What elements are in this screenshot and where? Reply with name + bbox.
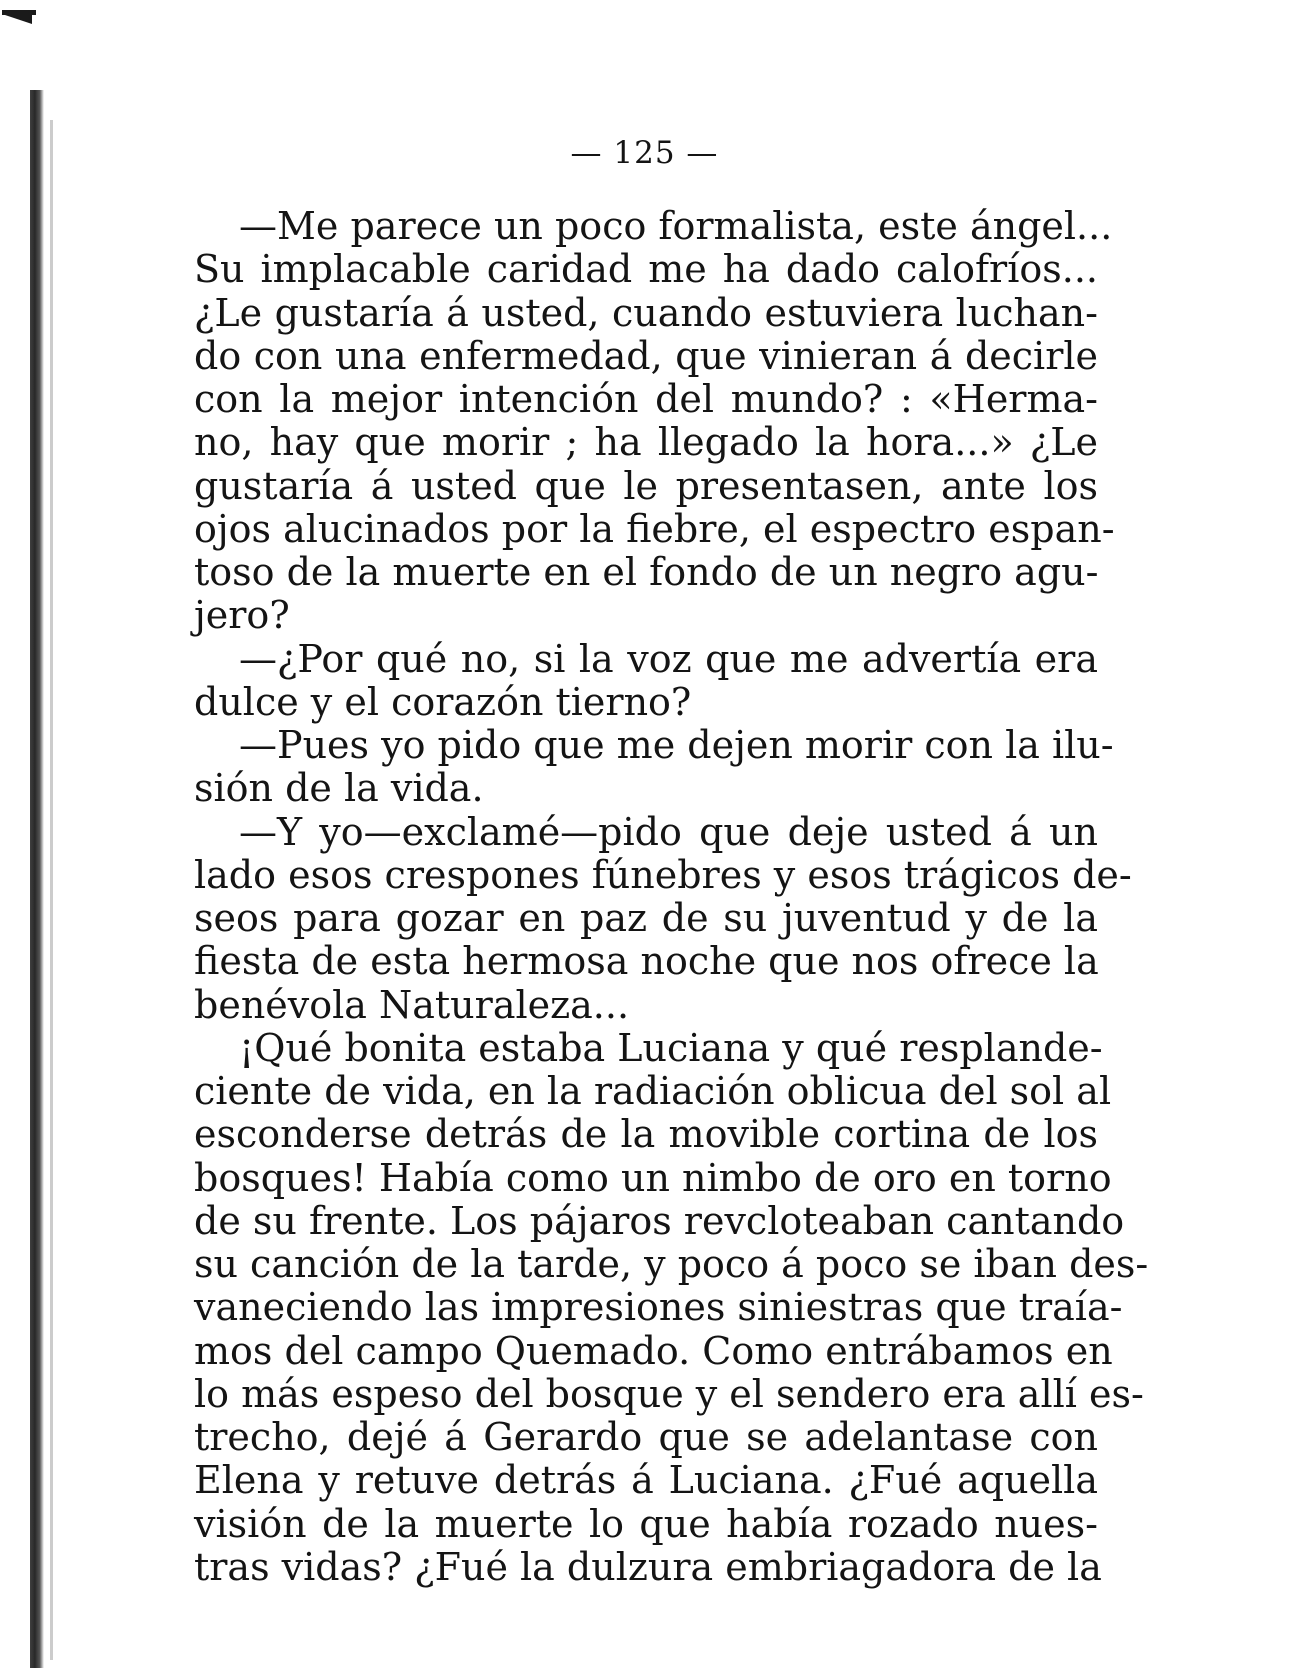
text-line: gustaría á usted que le presentasen, ante los	[194, 463, 1098, 508]
text-line: ojos alucinados por la fiebre, el espectro espan-	[194, 506, 1115, 551]
text-line: ciente de vida, en la radiación oblicua del sol al	[194, 1069, 1112, 1113]
text-line: ¡Qué bonita estaba Luciana y qué resplande-	[239, 1025, 1103, 1070]
text-line: jero?	[194, 593, 290, 638]
text-line: fiesta de esta hermosa noche que nos ofrece la	[194, 939, 1099, 984]
text-line: de su frente. Los pájaros revcloteaban cantando	[194, 1198, 1125, 1243]
text-line: seos para gozar en paz de su juventud y de la	[194, 896, 1098, 940]
text-line: —Me parece un poco formalista, este ángel...	[239, 204, 1113, 248]
text-line: benévola Naturaleza...	[194, 982, 630, 1027]
text-line: Su implacable caridad me ha dado calofríos...	[194, 247, 1098, 292]
text-line: lado esos crespones fúnebres y esos trágicos de-	[194, 852, 1132, 897]
text-line: lo más espeso del bosque y el sendero era allí es-	[194, 1371, 1144, 1416]
text-line: —¿Por qué no, si la voz que me advertía era	[239, 636, 1098, 681]
text-line: tras vidas? ¿Fué la dulzura embriagadora de la	[194, 1544, 1102, 1589]
text-line: —Y yo—exclamé—pido que deje usted á un	[239, 809, 1098, 854]
text-line: —Pues yo pido que me dejen morir con la ilu-	[239, 723, 1114, 767]
text-line: esconderse detrás de la movible cortina de los	[194, 1112, 1098, 1157]
scan-corner-arrow	[2, 14, 32, 24]
text-line: con la mejor intención del mundo? : «Herma-	[194, 377, 1098, 421]
text-line: su canción de la tarde, y poco á poco se iban des-	[194, 1242, 1149, 1286]
text-line: bosques! Había como un nimbo de oro en torno	[194, 1155, 1112, 1200]
text-line: toso de la muerte en el fondo de un negro agu-	[194, 550, 1099, 594]
text-line: no, hay que morir ; ha llegado la hora...» ¿Le	[194, 420, 1098, 465]
text-line: sión de la vida.	[194, 766, 484, 811]
text-line: do con una enfermedad, que vinieran á decirle	[194, 333, 1098, 378]
text-line: trecho, dejé á Gerardo que se adelantase con	[194, 1415, 1098, 1459]
page-number: — 125 —	[570, 135, 719, 171]
text-line: visión de la muerte lo que había rozado nues-	[194, 1501, 1098, 1546]
binding-shadow	[50, 120, 53, 1660]
text-line: Elena y retuve detrás á Luciana. ¿Fué aquella	[194, 1458, 1098, 1503]
binding-edge	[30, 90, 44, 1668]
text-line: dulce y el corazón tierno?	[194, 679, 692, 724]
text-line: ¿Le gustaría á usted, cuando estuviera luchan-	[194, 290, 1098, 335]
body-text	[194, 204, 1149, 1589]
text-line: vaneciendo las impresiones siniestras que traía-	[194, 1285, 1123, 1330]
text-line: mos del campo Quemado. Como entrábamos en	[194, 1328, 1113, 1373]
